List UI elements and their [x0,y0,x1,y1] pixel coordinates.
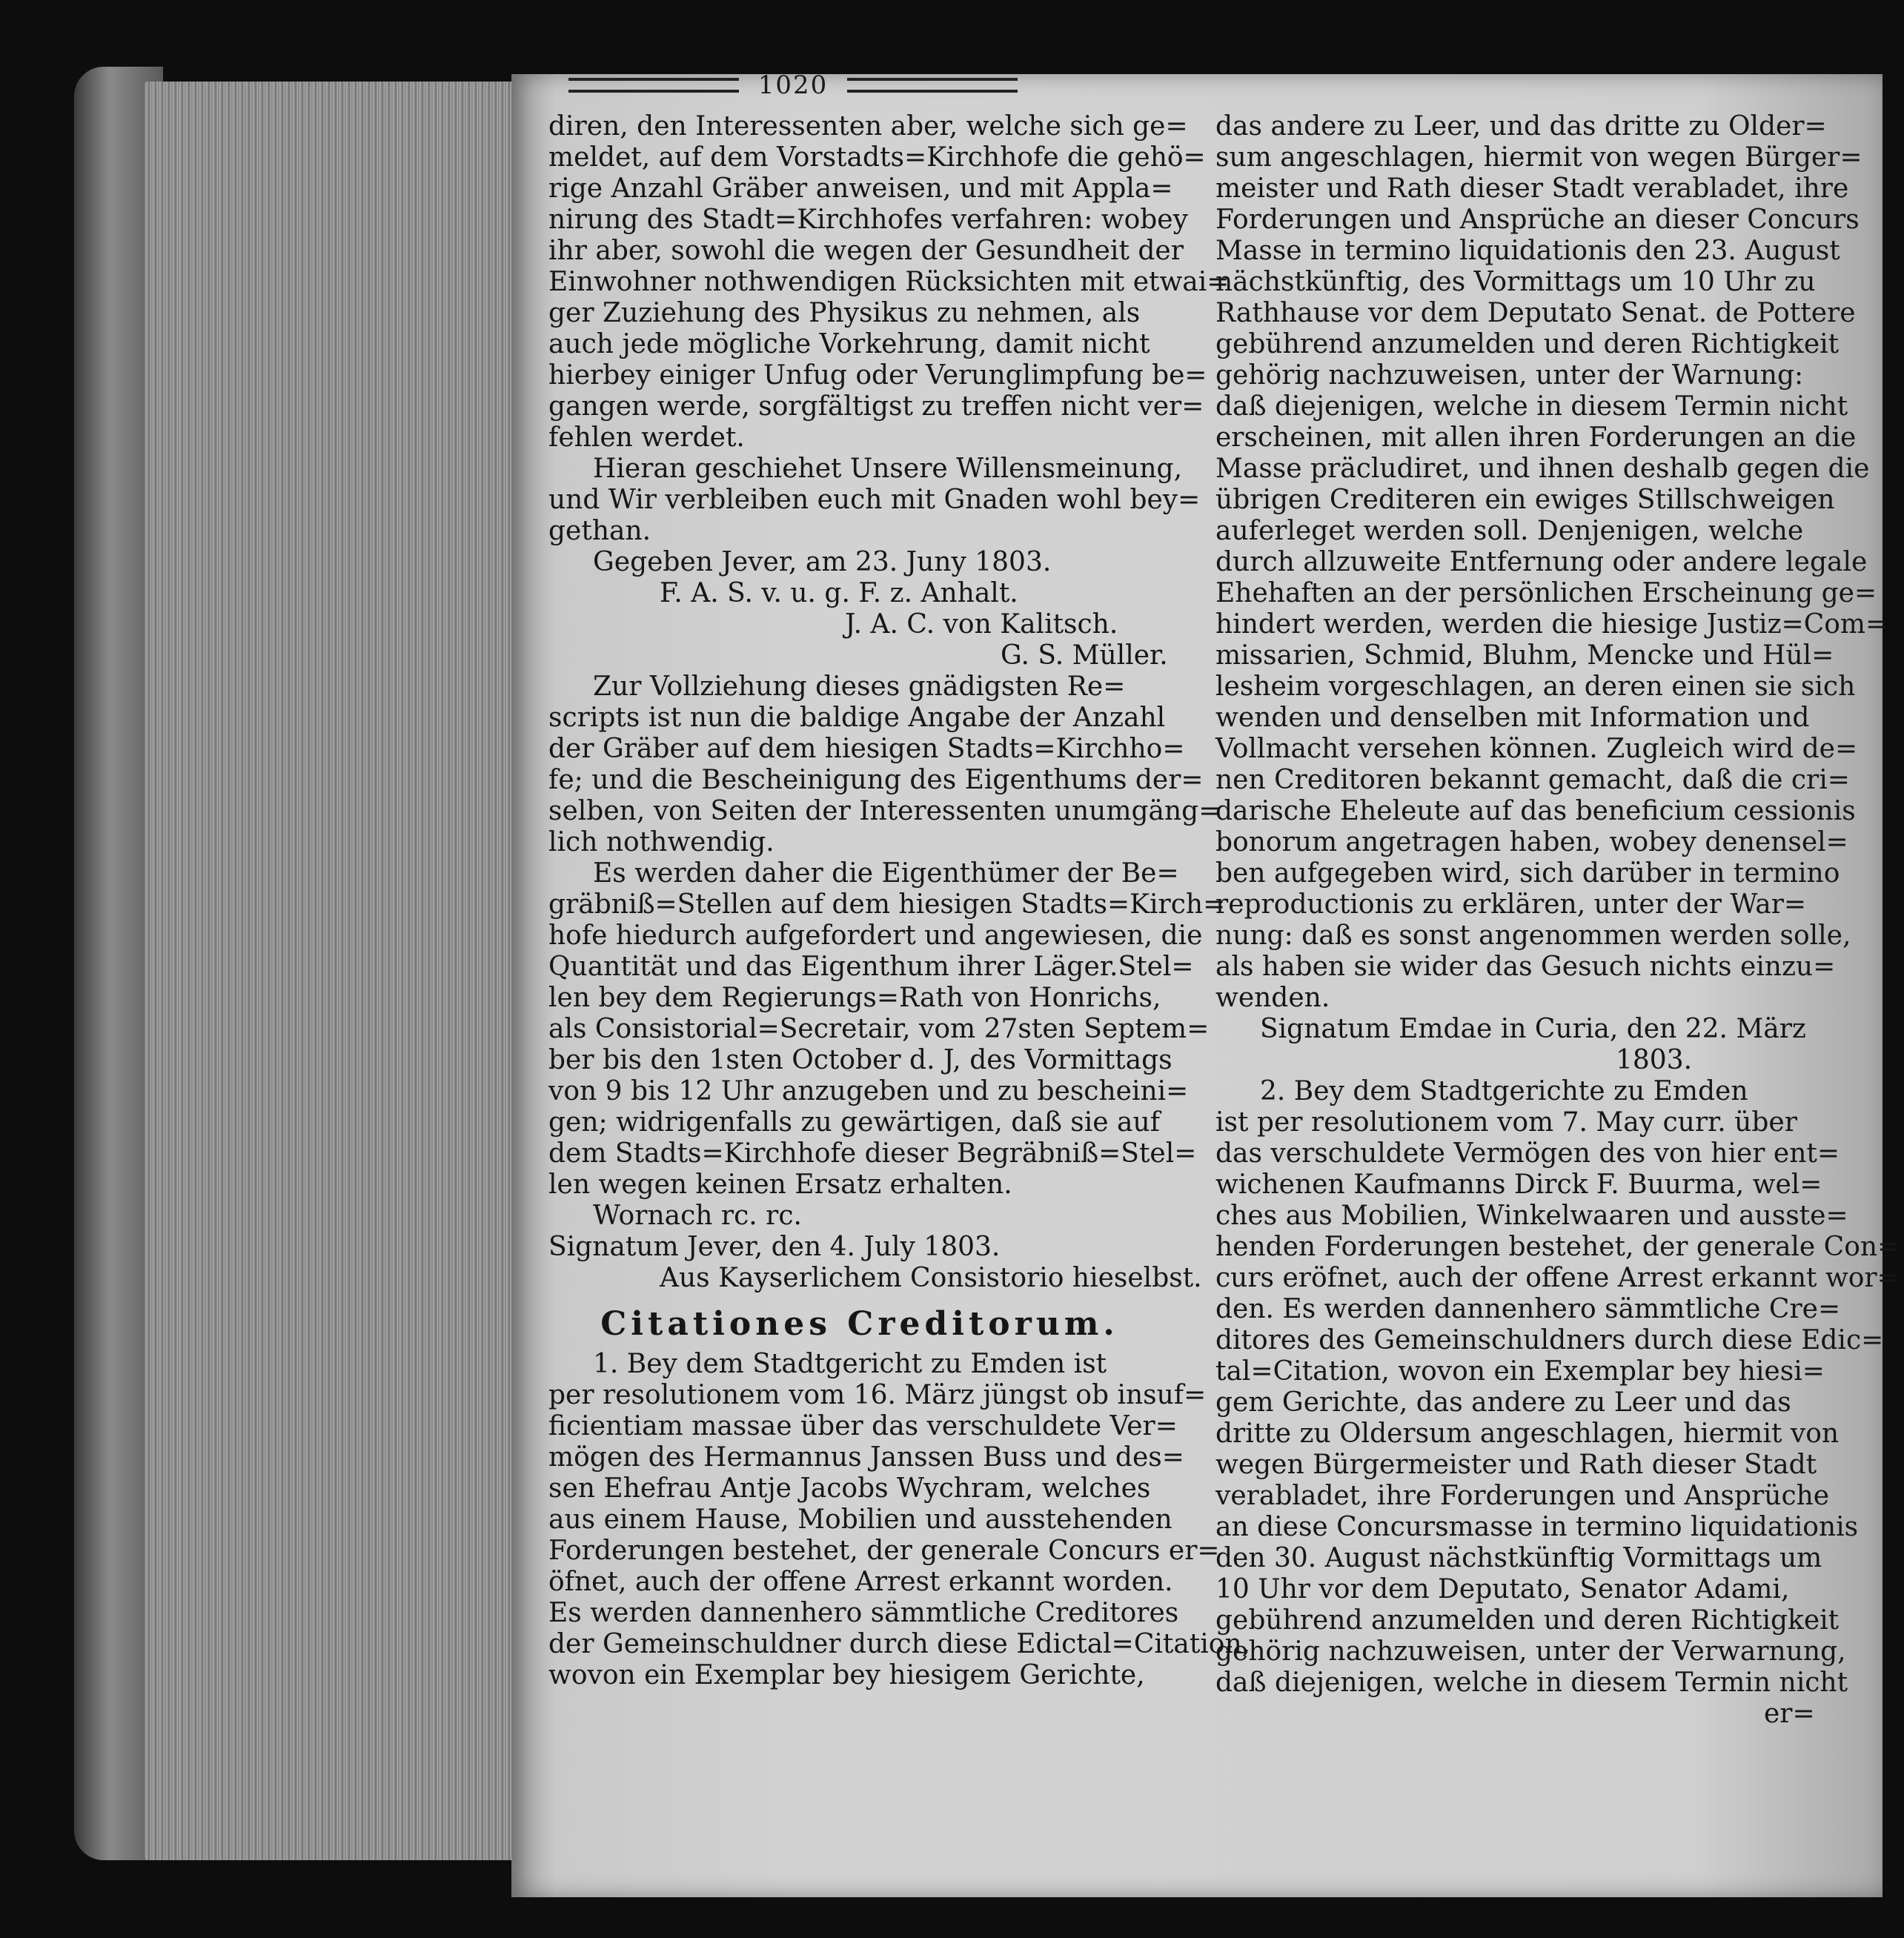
text-line: meister und Rath dieser Stadt verabladet, ihre [1215,173,1849,204]
text-line: gangen werde, sorgfältigst zu treffen nicht ver= [548,391,1204,422]
text-line: wichenen Kaufmanns Dirck F. Buurma, wel= [1215,1169,1822,1200]
left-para-5 [548,1349,1251,1691]
text-line: dem Stadts=Kirchhofe dieser Begräbniß=Stel= [548,1138,1197,1169]
right-column [1215,111,1900,1730]
left-para-4 [548,858,1226,1201]
text-line: als Consistorial=Secretair, vom 27sten Septem= [548,1014,1210,1044]
header-rule-left [568,78,739,93]
header-rule-right [847,78,1018,93]
text-line: das andere zu Leer, und das dritte zu Older= [1215,111,1827,142]
text-line: ihr aber, sowohl die wegen der Gesundheit der [548,236,1184,266]
signature-mueller: G. S. Müller. [1001,640,1168,671]
text-line: ficientiam massae über das verschuldete Ver= [548,1411,1178,1441]
text-line: dritte zu Oldersum angeschlagen, hiermit von [1215,1418,1840,1449]
date-line: Gegeben Jever, am 23. Juny 1803. [593,547,1052,577]
text-line: per resolutionem vom 16. März jüngst ob insuf= [548,1380,1207,1410]
signatum-line: Signatum Emdae in Curia, den 22. März [1260,1014,1806,1044]
text-line: gethan. [548,516,651,546]
page-number: 1020 [757,70,829,100]
right-para-1 [1215,111,1888,1014]
left-column [548,111,1251,1691]
text-line: gebührend anzumelden und deren Richtigkeit [1215,329,1840,359]
text-line: Hieran geschiehet Unsere Willensmeinung, [593,454,1183,484]
text-line: wenden und denselben mit Information und [1215,703,1810,733]
text-line: gen; widrigenfalls zu gewärtigen, daß sie auf [548,1107,1161,1138]
text-line: hindert werden, werden die hiesige Justiz=Com= [1215,609,1888,640]
right-para-2 [1215,1076,1900,1699]
wornach-line: Wornach rc. rc. [593,1201,802,1231]
text-line: der Gräber auf dem hiesigen Stadts=Kirchho= [548,734,1185,764]
text-line: 10 Uhr vor dem Deputato, Senator Adami, [1215,1574,1790,1605]
text-line: aus einem Hause, Mobilien und ausstehenden [548,1504,1172,1535]
year-line: 1803. [1616,1045,1693,1075]
text-line: Es werden daher die Eigenthümer der Be= [593,858,1179,889]
page-header [541,70,1045,100]
text-line: curs eröfnet, auch der offene Arrest erkannt wor= [1215,1263,1900,1293]
text-line: ist per resolutionem vom 7. May curr. über [1215,1107,1797,1138]
text-line: ditores des Gemeinschuldners durch diese Edic= [1215,1325,1884,1355]
text-line: ben aufgegeben wird, sich darüber in termino [1215,858,1840,889]
text-line: 1. Bey dem Stadtgericht zu Emden ist [593,1349,1107,1379]
text-line: und Wir verbleiben euch mit Gnaden wohl bey= [548,485,1201,515]
text-line: den 30. August nächstkünftig Vormittags um [1215,1543,1822,1573]
text-line: gräbniß=Stellen auf dem hiesigen Stadts=Kirch= [548,889,1226,920]
text-line: len bey dem Regierungs=Rath von Honrichs, [548,983,1161,1013]
text-line: nen Creditoren bekannt gemacht, daß die cri= [1215,765,1850,795]
text-line: lesheim vorgeschlagen, an deren einen sie sich [1215,671,1856,702]
text-line: nächstkünftig, des Vormittags um 10 Uhr zu [1215,267,1816,297]
text-line: fehlen werdet. [548,422,745,453]
text-line: Einwohner nothwendigen Rücksichten mit etwai= [548,267,1230,297]
text-line: das verschuldete Vermögen des von hier ent= [1215,1138,1840,1169]
left-para-2 [548,454,1201,547]
text-line: scripts ist nun die baldige Angabe der Anzahl [548,703,1166,733]
text-line: sum angeschlagen, hiermit von wegen Bürger= [1215,142,1862,173]
text-line: len wegen keinen Ersatz erhalten. [548,1169,1012,1200]
text-line: daß diejenigen, welche in diesem Termin nicht [1215,1667,1848,1698]
text-line: öfnet, auch der offene Arrest erkannt worden. [548,1567,1173,1597]
text-line: Rathhause vor dem Deputato Senat. de Pottere [1215,298,1856,328]
text-line: 2. Bey dem Stadtgerichte zu Emden [1260,1076,1748,1106]
text-line: durch allzuweite Entfernung oder andere legale [1215,547,1868,577]
text-line: ber bis den 1sten October d. J, des Vormittags [548,1045,1172,1075]
text-line: Quantität und das Eigenthum ihrer Läger.Stel= [548,952,1194,982]
text-line: selben, von Seiten der Interessenten unumgäng= [548,796,1221,826]
text-line: bonorum angetragen haben, wobey denensel= [1215,827,1848,857]
text-line: tal=Citation, wovon ein Exemplar bey hiesi= [1215,1356,1825,1387]
text-line: meldet, auf dem Vorstadts=Kirchhofe die gehö= [548,142,1206,173]
text-line: daß diejenigen, welche in diesem Termin nicht [1215,391,1848,422]
consistorio-line: Aus Kayserlichem Consistorio hieselbst. [660,1263,1202,1293]
text-line: missarien, Schmid, Bluhm, Mencke und Hül= [1215,640,1834,671]
signature-kalitsch: J. A. C. von Kalitsch. [845,609,1118,640]
text-line: henden Forderungen bestehet, der generale Con= [1215,1232,1900,1262]
text-line: hofe hiedurch aufgefordert und angewiesen, die [548,920,1203,951]
text-line: gebührend anzumelden und deren Richtigkeit [1215,1605,1840,1636]
text-line: Ehehaften an der persönlichen Erscheinung ge= [1215,578,1877,608]
text-line: an diese Concursmasse in termino liquidationis [1215,1512,1859,1542]
signatum-line: Signatum Jever, den 4. July 1803. [548,1232,1001,1262]
text-line: nung: daß es sonst angenommen werden solle, [1215,920,1851,951]
text-line: rige Anzahl Gräber anweisen, und mit Appla= [548,173,1173,204]
text-line: auferleget werden soll. Denjenigen, welche [1215,516,1804,546]
catchword: er= [1764,1699,1815,1729]
text-line: hierbey einiger Unfug oder Verunglimpfung be= [548,360,1207,391]
text-line: übrigen Crediteren ein ewiges Stillschweigen [1215,485,1835,515]
text-line: wenden. [1215,983,1330,1013]
section-heading: Citationes Creditorum. [600,1305,1119,1343]
text-line: reproductionis zu erklären, unter der War= [1215,889,1807,920]
text-line: ger Zuziehung des Physikus zu nehmen, als [548,298,1141,328]
text-line: fe; und die Bescheinigung des Eigenthums der= [548,765,1204,795]
text-line: sen Ehefrau Antje Jacobs Wychram, welches [548,1473,1151,1504]
text-line: Vollmacht versehen können. Zugleich wird de= [1215,734,1858,764]
text-line: der Gemeinschuldner durch diese Edictal=Citation, [548,1629,1251,1659]
text-line: diren, den Interessenten aber, welche sich ge= [548,111,1188,142]
text-line: von 9 bis 12 Uhr anzugeben und zu bescheini= [548,1076,1189,1106]
text-line: ches aus Mobilien, Winkelwaaren und ausste= [1215,1201,1848,1231]
text-line: Masse in termino liquidationis den 23. August [1215,236,1840,266]
left-para-3 [548,671,1221,858]
left-para-1 [548,111,1230,454]
text-line: Es werden dannenhero sämmtliche Creditores [548,1598,1179,1628]
text-line: gehörig nachzuweisen, unter der Warnung: [1215,360,1804,391]
text-line: Forderungen und Ansprüche an dieser Concurs [1215,205,1860,235]
text-line: als haben sie wider das Gesuch nichts einzu= [1215,952,1836,982]
text-line: wegen Bürgermeister und Rath dieser Stadt [1215,1450,1817,1480]
text-line: darische Eheleute auf das beneficium cessionis [1215,796,1856,826]
text-line: erscheinen, mit allen ihren Forderungen an die [1215,422,1857,453]
text-line: Forderungen bestehet, der generale Concurs er= [548,1536,1220,1566]
text-line: verabladet, ihre Forderungen und Ansprüche [1215,1481,1830,1511]
text-line: wovon ein Exemplar bey hiesigem Gerichte, [548,1660,1145,1690]
signature-prince: F. A. S. v. u. g. F. z. Anhalt. [660,578,1018,608]
text-line: Zur Vollziehung dieses gnädigsten Re= [593,671,1126,702]
text-line: nirung des Stadt=Kirchhofes verfahren: wobey [548,205,1188,235]
text-line: mögen des Hermannus Janssen Buss und des= [548,1442,1184,1473]
text-line: auch jede mögliche Vorkehrung, damit nicht [548,329,1150,359]
text-line: gehörig nachzuweisen, unter der Verwarnung, [1215,1636,1846,1667]
text-line: lich nothwendig. [548,827,774,857]
text-line: Masse präcludiret, und ihnen deshalb gegen die [1215,454,1870,484]
text-line: den. Es werden dannenhero sämmtliche Cre= [1215,1294,1841,1324]
text-line: gem Gerichte, das andere zu Leer und das [1215,1387,1791,1418]
